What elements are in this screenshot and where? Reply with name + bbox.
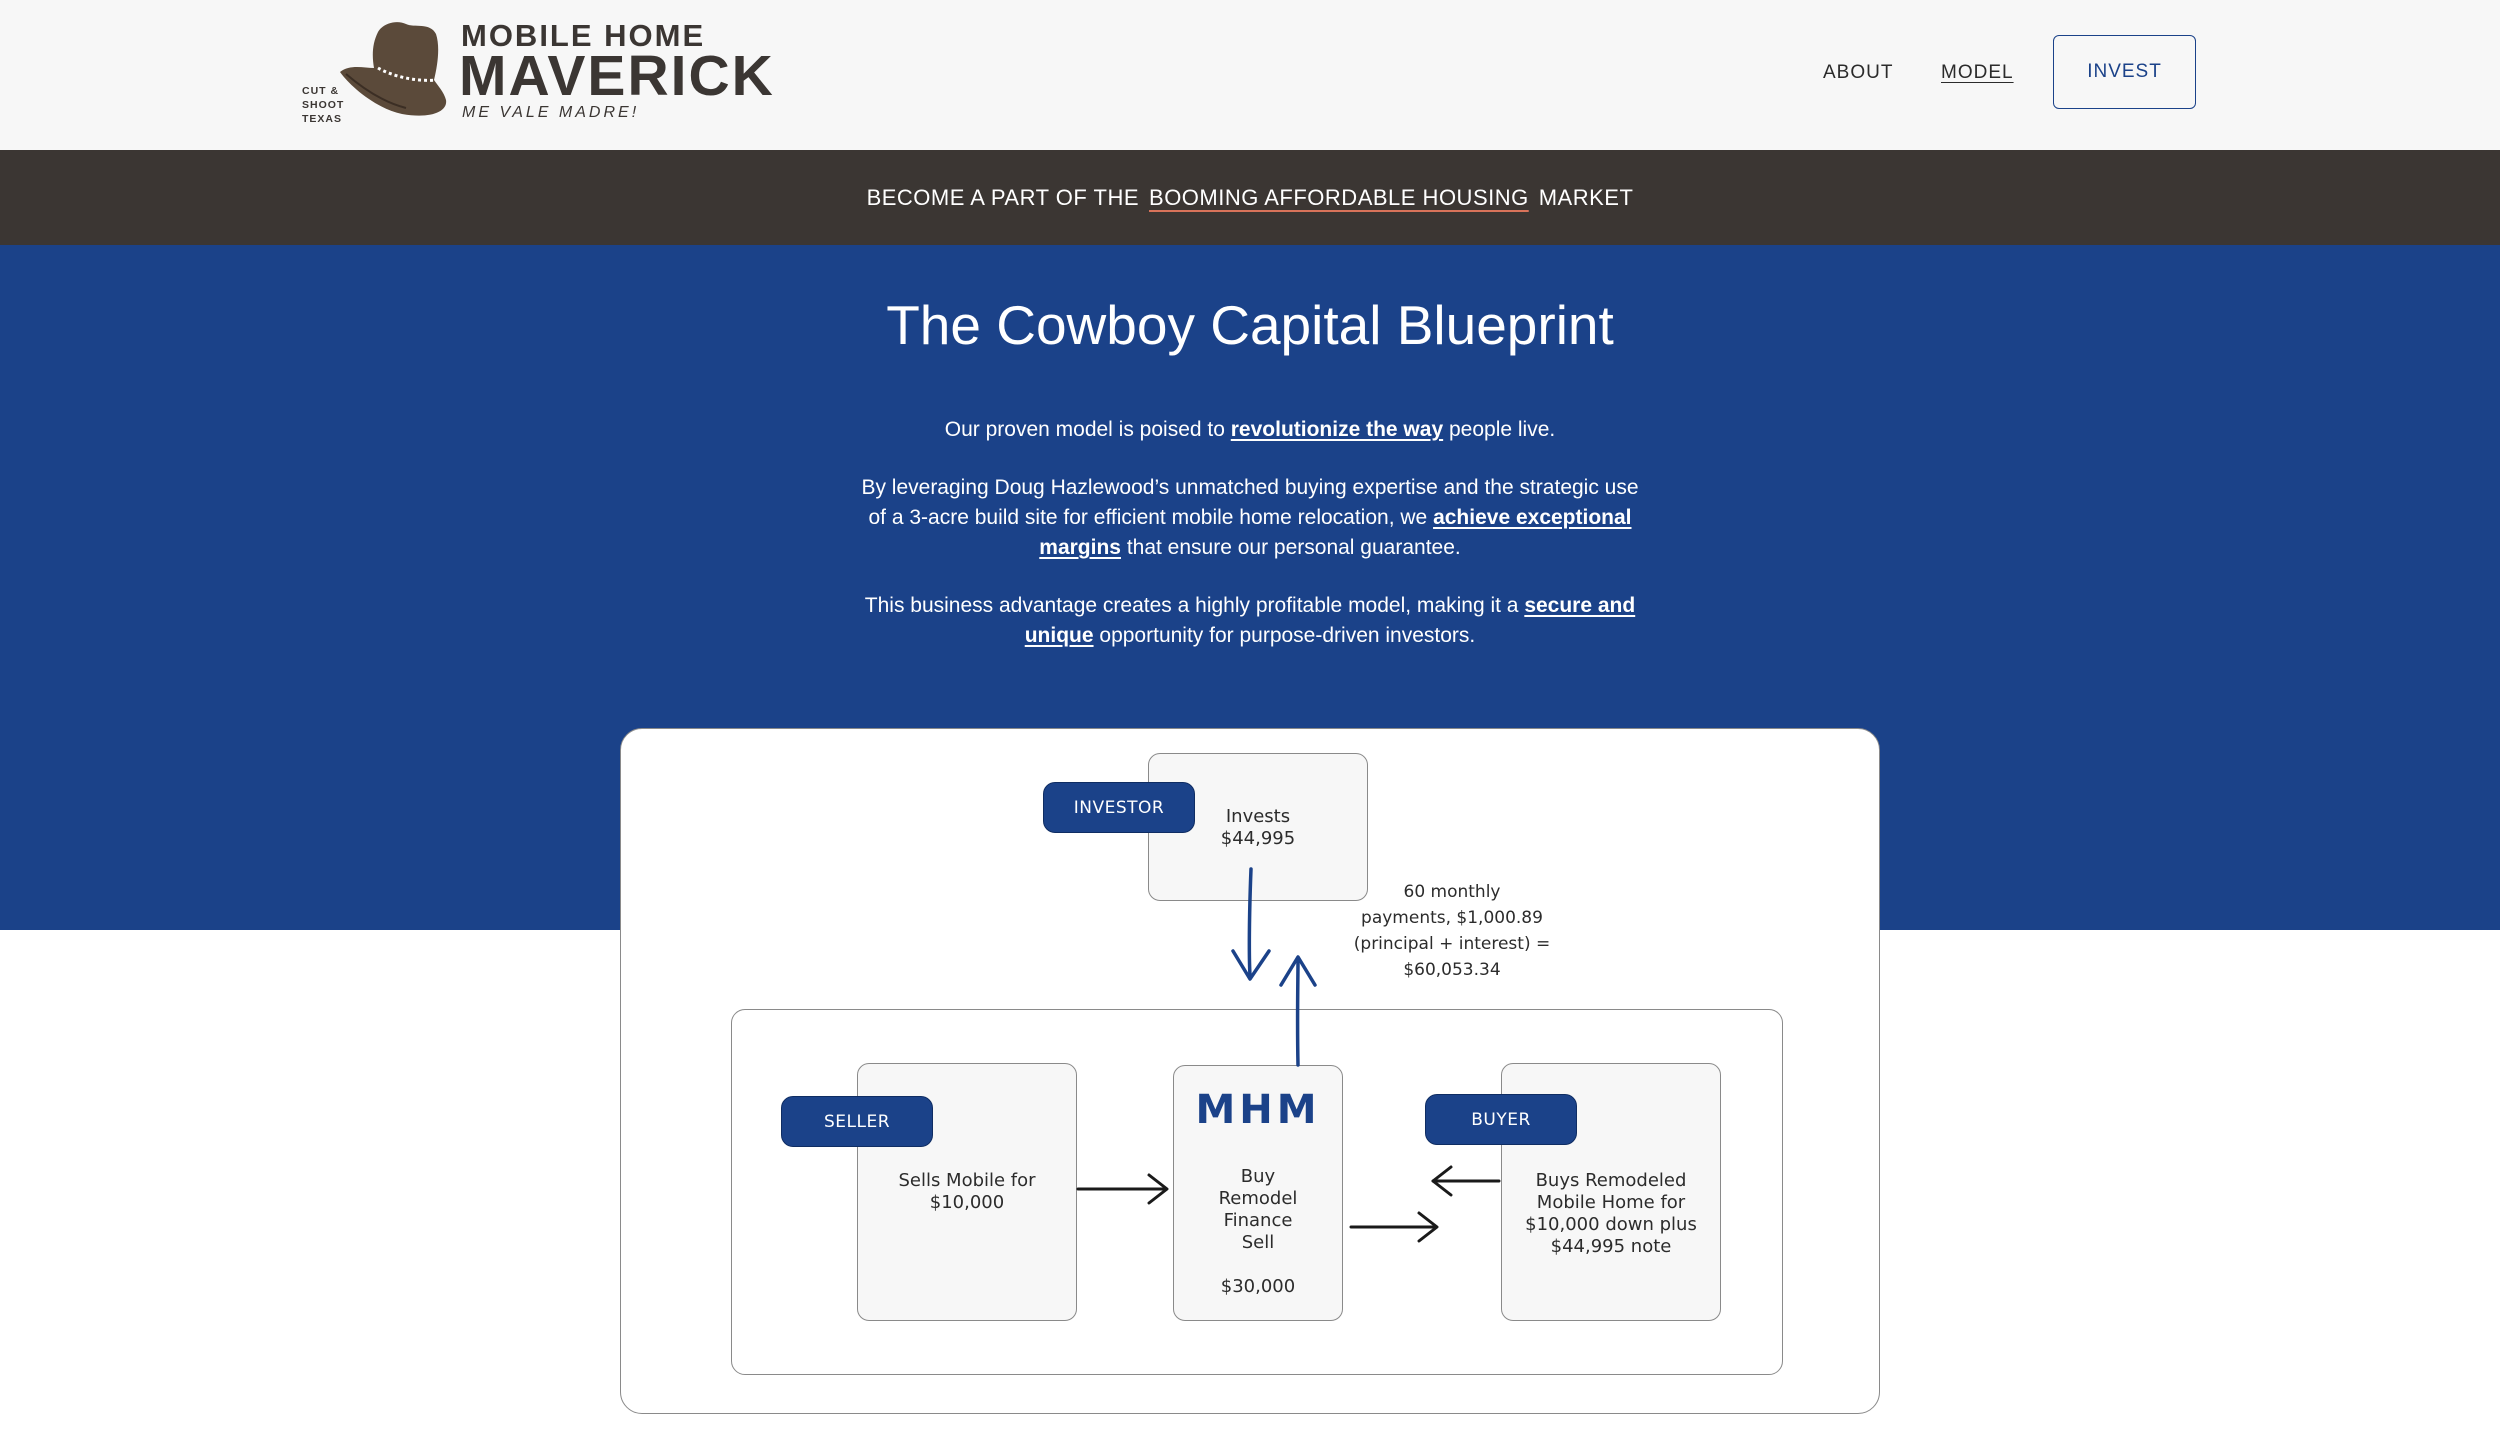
nav-about-link[interactable]: ABOUT — [1823, 62, 1894, 83]
investor-amount: $44,995 — [1220, 828, 1296, 849]
mhm-step: Finance — [1223, 1210, 1293, 1231]
text: opportunity for purpose-driven investors. — [1093, 624, 1476, 647]
text: By leveraging Doug Hazlewood’s unmatched buying expertise and the strategic use of a 3-acre build site for efficient mobile home relocation, we — [861, 476, 1639, 529]
invest-down-arrow — [1249, 869, 1251, 975]
location-line: TEXAS — [302, 113, 343, 125]
mhm-logo: MHM — [1195, 1087, 1321, 1133]
hero-title: The Cowboy Capital Blueprint — [886, 294, 1614, 356]
emphasis-link: achieve exceptional margins — [1039, 506, 1632, 559]
buyer-line: Mobile Home for — [1536, 1192, 1686, 1213]
payments-line: payments, $1,000.89 — [1361, 908, 1543, 928]
payments-line: 60 monthly — [1403, 882, 1501, 902]
mhm-step: Sell — [1241, 1232, 1275, 1253]
payments-line: (principal + interest) = — [1353, 934, 1551, 954]
text: people live. — [1443, 418, 1556, 441]
payments-line: $60,053.34 — [1403, 960, 1501, 980]
location-line: SHOOT — [302, 99, 345, 111]
emphasis-link: secure and unique — [1024, 594, 1636, 647]
business-model-diagram — [620, 728, 1880, 1414]
hero-paragraph-1 — [850, 415, 1650, 445]
buyer-line: $44,995 note — [1550, 1236, 1672, 1257]
seller-pill: SELLER — [781, 1096, 933, 1147]
announcement-banner — [0, 150, 2500, 245]
diagram-arrows — [621, 729, 1881, 1415]
mhm-step: Buy — [1240, 1166, 1276, 1187]
seller-line: Sells Mobile for — [898, 1170, 1036, 1191]
banner-text-after: MARKET — [1538, 184, 1634, 210]
hero-paragraph-3 — [850, 591, 1650, 651]
investor-line: Invests — [1225, 806, 1291, 827]
buyer-line: $10,000 down plus — [1525, 1214, 1697, 1235]
invest-button[interactable]: INVEST — [2053, 35, 2196, 109]
mhm-step: Remodel — [1218, 1188, 1298, 1209]
brand-location — [302, 84, 344, 126]
brand-tagline: ME VALE MADRE! — [462, 104, 640, 121]
banner-highlight-link[interactable]: BOOMING AFFORDABLE HOUSING — [1149, 184, 1529, 210]
buyer-line: Buys Remodeled — [1535, 1170, 1687, 1191]
text: that ensure our personal guarantee. — [1120, 536, 1461, 559]
mhm-amount: $30,000 — [1220, 1276, 1296, 1297]
site-header — [0, 0, 2500, 150]
seller-amount: $10,000 — [929, 1192, 1005, 1213]
hero-paragraph-2 — [850, 473, 1650, 563]
location-line: CUT & — [302, 85, 340, 97]
emphasis-link: revolutionize the way — [1230, 418, 1444, 441]
brand-main: MAVERICK — [459, 44, 775, 108]
nav-model-link[interactable]: MODEL — [1941, 62, 2014, 83]
investor-pill: INVESTOR — [1043, 782, 1195, 833]
banner-text-before: BECOME A PART OF THE — [866, 184, 1140, 210]
buyer-pill: BUYER — [1425, 1094, 1577, 1145]
text: Our proven model is poised to — [944, 418, 1231, 441]
brand-top: MOBILE HOME — [461, 18, 706, 53]
text: This business advantage creates a highly profitable model, making it a — [864, 594, 1525, 617]
